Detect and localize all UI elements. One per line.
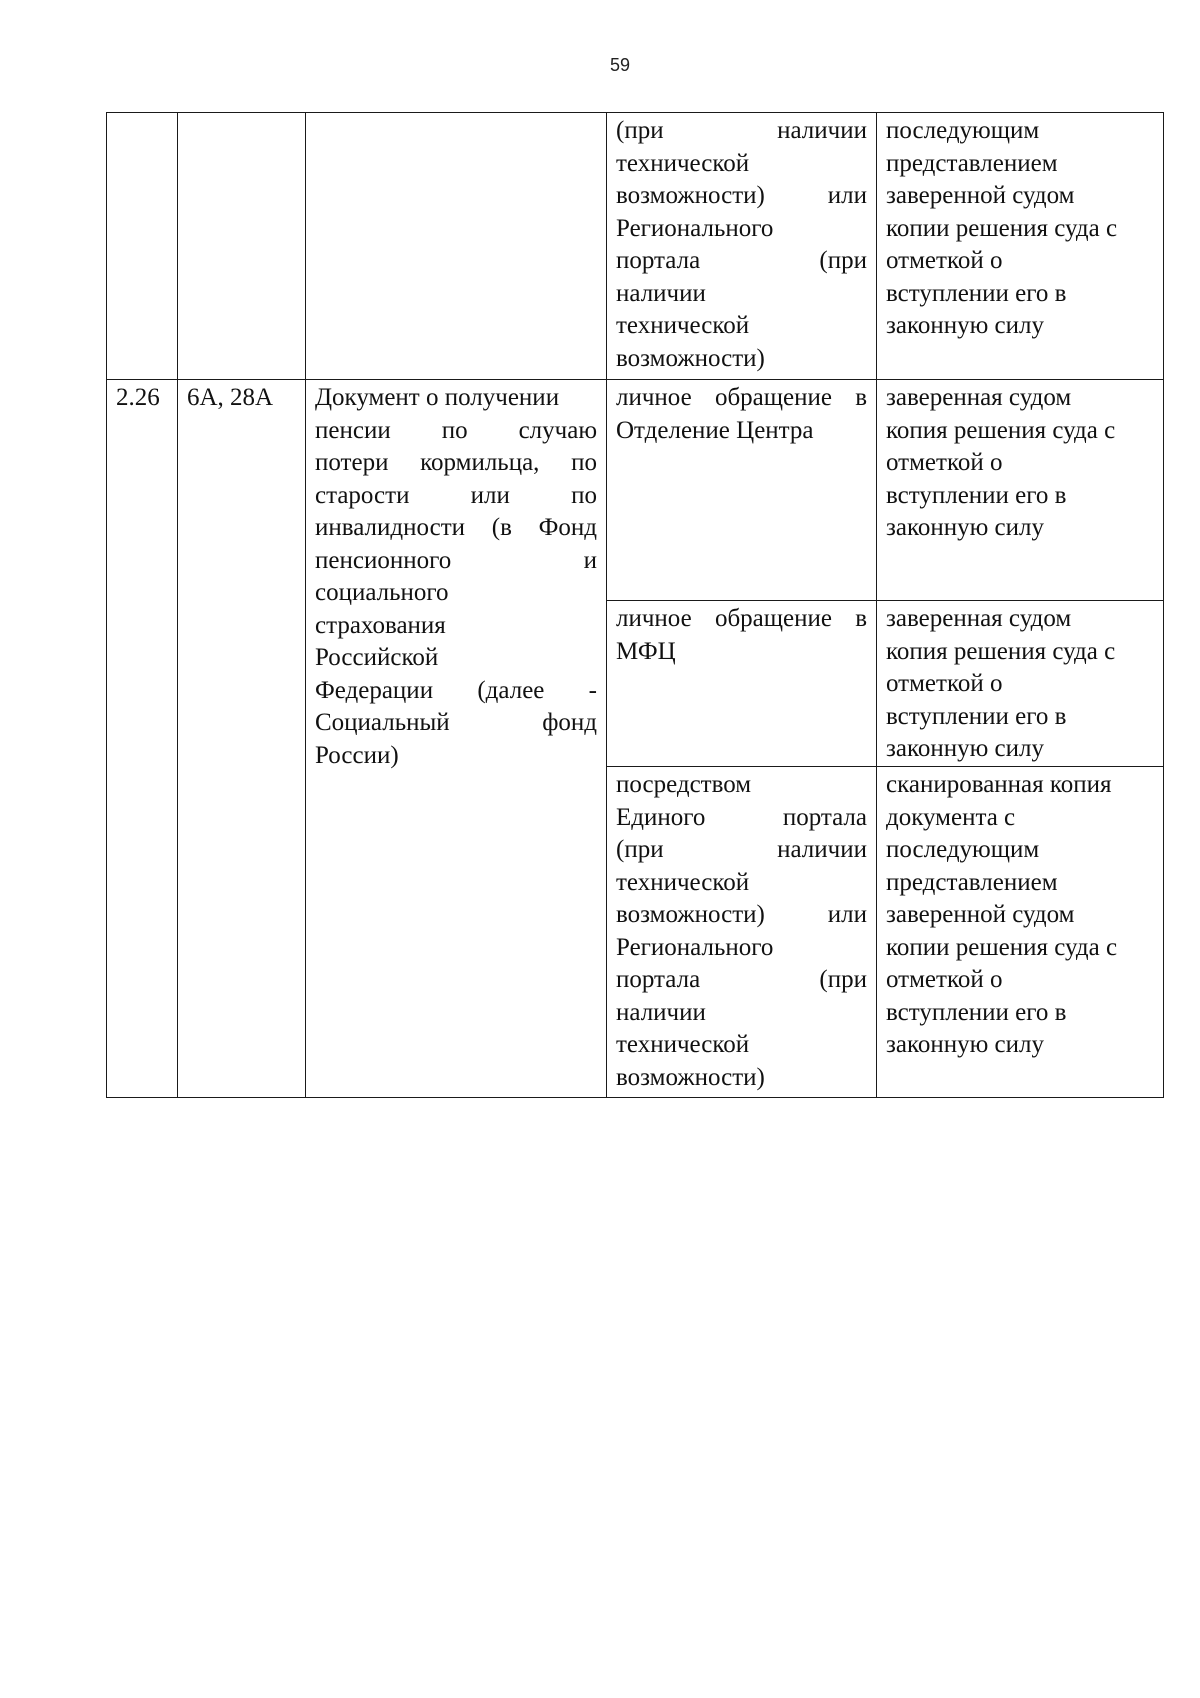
text-line: возможности) или bbox=[616, 182, 867, 209]
text-line: потери кормильца, по bbox=[315, 449, 597, 476]
text-line: возможности) или bbox=[616, 901, 867, 928]
cell-document-form bbox=[877, 767, 1164, 1098]
text-line: отметкой о bbox=[886, 670, 1003, 697]
text-line: копия решения суда с bbox=[886, 637, 1116, 665]
text-line: технической bbox=[616, 312, 750, 339]
text-line: наличии bbox=[616, 279, 706, 307]
text-line: законную силу bbox=[886, 1031, 1044, 1058]
text-line: инвалидности (в Фонд bbox=[315, 514, 597, 541]
text-line: технической bbox=[616, 868, 750, 896]
text-line: копия решения суда с bbox=[886, 416, 1116, 444]
cell-document-form bbox=[877, 113, 1164, 380]
cell-submission-way bbox=[607, 380, 877, 601]
text-line: законную силу bbox=[886, 514, 1044, 541]
text-line: законную силу bbox=[886, 312, 1044, 339]
text-line: отметкой о bbox=[886, 247, 1003, 274]
text-line: законную силу bbox=[886, 735, 1044, 762]
text-line: копии решения суда с bbox=[886, 933, 1118, 961]
text-line: вступлении его в bbox=[886, 702, 1067, 730]
cell-submission-way bbox=[607, 113, 877, 380]
document-table bbox=[106, 112, 1164, 1098]
text-line: документа с bbox=[886, 803, 1016, 831]
cell-row-code: 6А, 28А bbox=[178, 380, 306, 1098]
text-line: возможности) bbox=[616, 1063, 765, 1091]
text-line: пенсионного и bbox=[315, 546, 597, 574]
table-row-continued bbox=[107, 113, 1164, 380]
text-line: Российской bbox=[315, 644, 439, 671]
cell-submission-way bbox=[607, 601, 877, 767]
text-line: личное обращение в bbox=[616, 384, 867, 411]
text-line: заверенная судом bbox=[886, 605, 1072, 632]
text-line: Социальный фонд bbox=[315, 709, 597, 736]
cell-document-name bbox=[306, 380, 607, 1098]
text-line: портала (при bbox=[616, 966, 867, 993]
text-line: копии решения суда с bbox=[886, 214, 1118, 242]
cell-code-empty bbox=[178, 113, 306, 380]
cell-number-empty bbox=[107, 113, 178, 380]
cell-row-number: 2.26 bbox=[107, 380, 178, 1098]
text-line: Документ о получении bbox=[315, 384, 560, 411]
text-line: страхования bbox=[315, 611, 446, 639]
cell-document-form bbox=[877, 601, 1164, 767]
cell-submission-way bbox=[607, 767, 877, 1098]
text-line: (при наличии bbox=[616, 117, 867, 144]
text-line: вступлении его в bbox=[886, 481, 1067, 509]
text-line: Регионального bbox=[616, 933, 774, 961]
text-line: представлением bbox=[886, 149, 1058, 177]
text-line: России) bbox=[315, 741, 399, 769]
table-row bbox=[107, 380, 1164, 601]
text-line: старости или по bbox=[315, 481, 597, 509]
text-line: возможности) bbox=[616, 344, 765, 372]
text-line: технической bbox=[616, 1031, 750, 1058]
text-line: заверенной судом bbox=[886, 901, 1075, 928]
text-line: отметкой о bbox=[886, 449, 1003, 476]
page-number: 59 bbox=[609, 55, 631, 75]
text-line: (при наличии bbox=[616, 836, 867, 863]
text-line: личное обращение в bbox=[616, 605, 867, 632]
text-line: технической bbox=[616, 149, 750, 177]
text-line: отметкой о bbox=[886, 966, 1003, 993]
text-line: Федерации (далее - bbox=[315, 676, 597, 704]
text-line: заверенной судом bbox=[886, 182, 1075, 209]
text-line: пенсии по случаю bbox=[315, 416, 597, 444]
text-line: сканированная копия bbox=[886, 771, 1112, 798]
text-line: Отделение Центра bbox=[616, 416, 814, 444]
text-line: наличии bbox=[616, 998, 706, 1026]
text-line: посредством bbox=[616, 771, 752, 798]
text-line: заверенная судом bbox=[886, 384, 1072, 411]
text-line: вступлении его в bbox=[886, 279, 1067, 307]
text-line: последующим bbox=[886, 836, 1040, 863]
text-line: социального bbox=[315, 579, 449, 606]
text-line: вступлении его в bbox=[886, 998, 1067, 1026]
text-line: представлением bbox=[886, 868, 1058, 896]
cell-document-form bbox=[877, 380, 1164, 601]
text-line: портала (при bbox=[616, 247, 867, 274]
text-line: МФЦ bbox=[616, 637, 676, 665]
text-line: Регионального bbox=[616, 214, 774, 242]
text-line: последующим bbox=[886, 117, 1040, 144]
text-line: Единого портала bbox=[616, 803, 867, 831]
cell-document-empty bbox=[306, 113, 607, 380]
